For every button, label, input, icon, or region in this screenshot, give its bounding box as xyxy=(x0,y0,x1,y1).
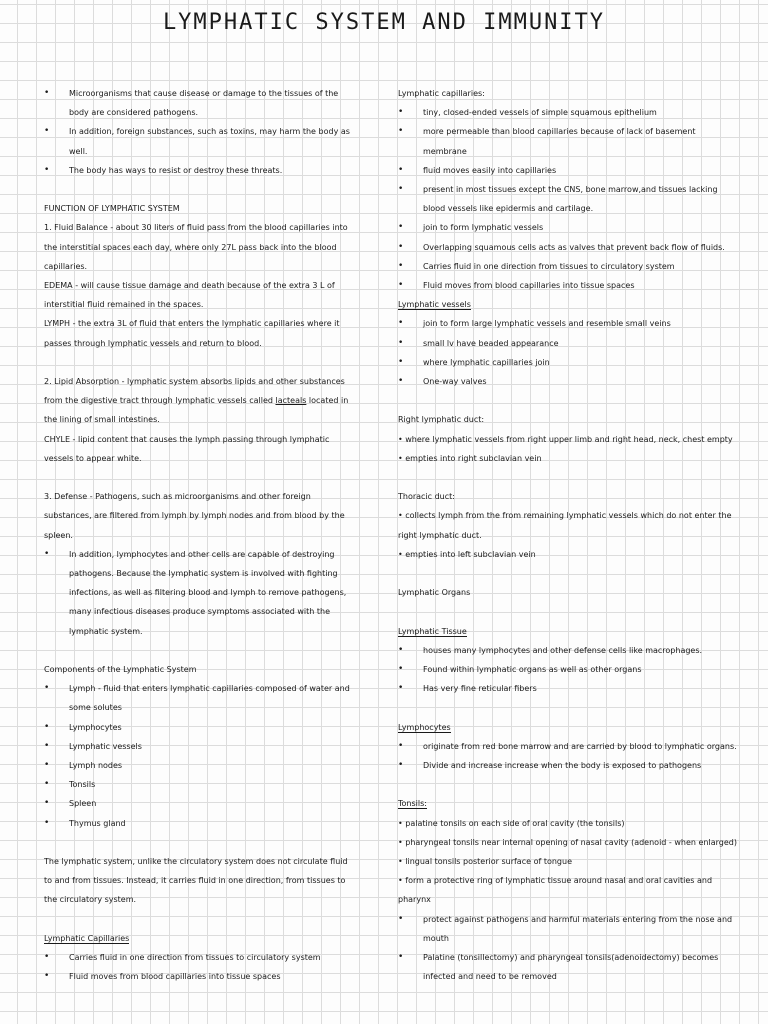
right-column xyxy=(398,84,738,986)
heading-label: Lymphocytes xyxy=(398,722,451,732)
component-item: • Lymph - fluid that enters lymphatic capillaries composed of water and some solutes xyxy=(44,679,356,717)
lymphatic-capillaries-heading xyxy=(44,929,356,948)
lymphocytes-item: • Divide and increase increase when the body is exposed to pathogens xyxy=(398,756,738,775)
lipid-absorption-text xyxy=(44,372,356,430)
page-title: LYMPHATIC SYSTEM AND IMMUNITY xyxy=(162,10,606,35)
intro-bullet: • Microorganisms that cause disease or damage to the tissues of the body are considered pathogens. xyxy=(44,84,356,122)
tissue-item: • Found within lymphatic organs as well as other organs xyxy=(398,660,738,679)
lc-item: • present in most tissues except the CNS, bone marrow,and tissues lacking blood vessels like epidermis and cartilage. xyxy=(398,180,738,218)
lymphatic-tissue-heading xyxy=(398,622,738,641)
component-item: • Lymphatic vessels xyxy=(44,737,356,756)
lymphatic-vessels-heading xyxy=(398,295,738,314)
right-lymphatic-duct-heading: Right lymphatic duct: xyxy=(398,415,485,425)
intro-bullet: • The body has ways to resist or destroy these threats. xyxy=(44,161,356,180)
edema-text: EDEMA - will cause tissue damage and death because of the extra 3 L of interstitial fluid remained in the spaces. xyxy=(44,281,335,310)
component-item: • Lymph nodes xyxy=(44,756,356,775)
rld-line: • empties into right subclavian vein xyxy=(398,453,542,463)
heading-label: Lymphatic vessels xyxy=(398,300,471,310)
lv-item: • One-way valves xyxy=(398,372,738,391)
lc-item: • Fluid moves from blood capillaries into tissue spaces xyxy=(398,276,738,295)
lc-item: • more permeable than blood capillaries because of lack of basement membrane xyxy=(398,122,738,160)
component-item: • Lymphocytes xyxy=(44,718,356,737)
tonsils-heading xyxy=(398,794,738,813)
lv-item: • small lv have beaded appearance xyxy=(398,334,738,353)
td-line: • collects lymph from the from remaining lymphatic vessels which do not enter the right lymphatic duct. xyxy=(398,511,732,540)
lc-item: • join to form lymphatic vessels xyxy=(398,218,738,237)
tonsils-line: • pharyngeal tonsils near internal opening of nasal cavity (adenoid - when enlarged) xyxy=(398,837,737,847)
tissue-item: • Has very fine reticular fibers xyxy=(398,679,738,698)
tonsils-item: • protect against pathogens and harmful materials entering from the nose and mouth xyxy=(398,910,738,948)
chyle-text: CHYLE - lipid content that causes the lymph passing through lymphatic vessels to appear white. xyxy=(44,434,330,463)
lv-item: • join to form large lymphatic vessels and resemble small veins xyxy=(398,314,738,333)
component-item: • Tonsils xyxy=(44,775,356,794)
function-heading: FUNCTION OF LYMPHATIC SYSTEM xyxy=(44,204,180,214)
lipid-text-part: located in the lining of small intestines. xyxy=(44,396,349,425)
lymphocytes-heading xyxy=(398,718,738,737)
components-heading: Components of the Lymphatic System xyxy=(44,665,197,675)
td-line: • empties into left subclavian vein xyxy=(398,549,536,559)
tonsils-item: • Palatine (tonsillectomy) and pharyngeal tonsils(adenoidectomy) becomes infected and need to be removed xyxy=(398,948,738,986)
lv-item: • where lymphatic capillaries join xyxy=(398,353,738,372)
lc-item: • Carries fluid in one direction from tissues to circulatory system xyxy=(398,257,738,276)
tonsils-line: • palatine tonsils on each side of oral cavity (the tonsils) xyxy=(398,818,625,828)
fluid-balance-text: 1. Fluid Balance - about 30 liters of fluid pass from the blood capillaries into the interstitial spaces each day, where only 27L pass back into the blood capillaries. xyxy=(44,223,348,271)
lymphocytes-item: • originate from red bone marrow and are carried by blood to lymphatic organs. xyxy=(398,737,738,756)
lymph-text: LYMPH - the extra 3L of fluid that enters the lymphatic capillaries where it passes through lymphatic vessels and return to blood. xyxy=(44,319,340,348)
tissue-item: • houses many lymphocytes and other defense cells like macrophages. xyxy=(398,641,738,660)
component-item: • Spleen xyxy=(44,794,356,813)
lymphatic-organs-heading: Lymphatic Organs xyxy=(398,588,471,598)
heading-label: Lymphatic Capillaries xyxy=(44,933,130,943)
lipid-text-part: 2. Lipid Absorption - lymphatic system absorbs lipids and other substances from the digestive tract through lymphatic vessels called xyxy=(44,377,345,406)
capillary-item: • Carries fluid in one direction from tissues to circulatory system xyxy=(44,948,356,967)
rld-line: • where lymphatic vessels from right upper limb and right head, neck, chest empty xyxy=(398,434,733,444)
closing-text: The lymphatic system, unlike the circulatory system does not circulate fluid to and from tissues. Instead, it carries fluid in one direction, from tissues to the circulatory system. xyxy=(44,857,348,905)
capillary-item: • Fluid moves from blood capillaries into tissue spaces xyxy=(44,967,356,986)
tonsils-line: • lingual tonsils posterior surface of tongue xyxy=(398,857,572,867)
left-column xyxy=(44,84,356,986)
thoracic-duct-heading: Thoracic duct: xyxy=(398,492,455,502)
lc-item: • fluid moves easily into capillaries xyxy=(398,161,738,180)
lc-item: • tiny, closed-ended vessels of simple squamous epithelium xyxy=(398,103,738,122)
lc-item: • Overlapping squamous cells acts as valves that prevent back flow of fluids. xyxy=(398,238,738,257)
heading-label: Tonsils: xyxy=(398,799,427,809)
heading-label: Lymphatic Tissue xyxy=(398,626,467,636)
defense-bullet: • In addition, lymphocytes and other cells are capable of destroying pathogens. Because the lymphatic system is involved with fighting infections, as well as filtering blood and lymph to remove pathogens, many infectious diseases produce symptoms associated with the lymphatic system. xyxy=(44,545,356,641)
component-item: • Thymus gland xyxy=(44,814,356,833)
defense-text: 3. Defense - Pathogens, such as microorganisms and other foreign substances, are filtered from lymph by lymph nodes and from blood by the spleen. xyxy=(44,492,345,540)
lymphatic-capillaries-subheading: Lymphatic capillaries: xyxy=(398,89,485,98)
intro-bullet: • In addition, foreign substances, such as toxins, may harm the body as well. xyxy=(44,122,356,160)
tonsils-line: • form a protective ring of lymphatic tissue around nasal and oral cavities and pharynx xyxy=(398,876,713,905)
lacteals-term: lacteals xyxy=(275,396,307,406)
